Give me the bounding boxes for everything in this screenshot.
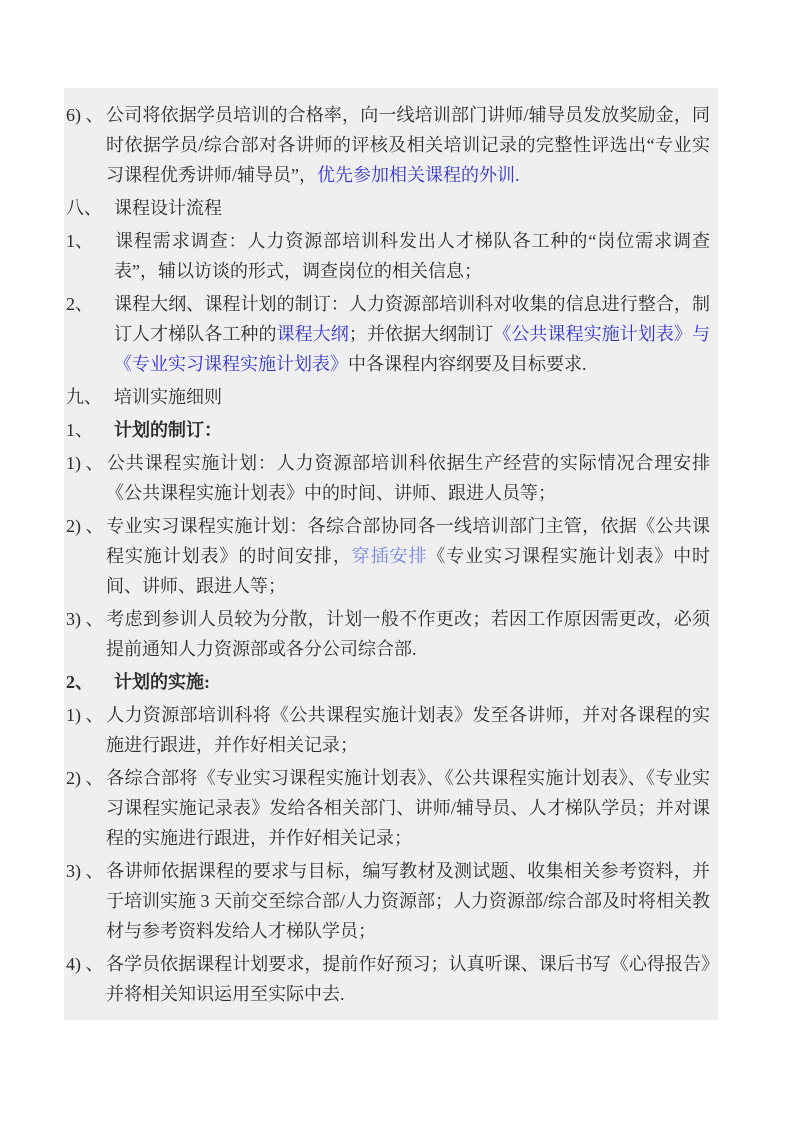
text-run: 专业实习课程实施计划：各综合部协同各一线培训部门主管，依据《公共课程实施计划表》的时间安排， — [106, 516, 710, 566]
text-run: 公共课程实施计划：人力资源部培训科依据生产经营的实际情况合理安排《公共课程实施计划表》中的时间、讲师、跟进人员等； — [106, 453, 710, 503]
list-item — [66, 604, 710, 664]
section-item — [66, 193, 710, 223]
list-item — [66, 856, 710, 946]
list-marker: 1、 — [66, 231, 93, 251]
list-marker: 2) 、 — [66, 768, 104, 788]
text-run: 各学员依据课程计划要求，提前作好预习；认真听课、课后书写《心得报告》并将相关知识运用至实际中去. — [106, 954, 710, 1004]
text-run: 培训实施细则 — [114, 387, 222, 407]
list-item — [66, 100, 710, 190]
list-marker: 九、 — [66, 387, 102, 407]
hyperlink[interactable]: 优先参加相关课程的外训. — [317, 165, 520, 185]
list-marker: 八、 — [66, 198, 102, 218]
list-item — [66, 763, 710, 853]
document-body — [64, 88, 718, 1020]
list-marker: 2、 — [66, 672, 93, 692]
section-item — [66, 415, 710, 445]
hyperlink[interactable]: 《公共课程实施计划表》与《专业实习课程实施计划表》 — [114, 324, 710, 374]
list-item — [66, 511, 710, 601]
hyperlink[interactable]: 课程大纲 — [276, 324, 349, 344]
text-run: 人力资源部培训科将《公共课程实施计划表》发至各讲师，并对各课程的实施进行跟进，并作好相关记录； — [106, 705, 710, 755]
section-item — [66, 226, 710, 286]
section-item — [66, 382, 710, 412]
list-marker: 2) 、 — [66, 516, 104, 536]
text-run: 计划的实施: — [114, 672, 210, 692]
text-run: 课程设计流程 — [114, 198, 222, 218]
list-marker: 1) 、 — [66, 705, 104, 725]
text-run: 课程大纲、课程计划的制订：人力资源部培训科对收集的信息进行整合，制订人才梯队各工种的 — [114, 294, 710, 344]
text-run: 计划的制订： — [114, 420, 222, 440]
text-run: ；并依据大纲制订 — [348, 324, 494, 344]
text-run: 考虑到参训人员较为分散，计划一般不作更改；若因工作原因需更改，必须提前通知人力资源部或各分公司综合部. — [106, 609, 710, 659]
list-item — [66, 700, 710, 760]
list-marker: 1、 — [66, 420, 93, 440]
text-run: 中各课程内容纲要及目标要求. — [348, 354, 587, 374]
list-marker: 3) 、 — [66, 861, 104, 881]
list-marker: 6) 、 — [66, 105, 104, 125]
hyperlink[interactable]: 穿插安排 — [351, 546, 428, 566]
section-item — [66, 667, 710, 697]
list-item — [66, 949, 710, 1009]
list-marker: 2、 — [66, 294, 93, 314]
list-marker: 3) 、 — [66, 609, 104, 629]
list-marker: 1) 、 — [66, 453, 104, 473]
section-item — [66, 289, 710, 379]
text-run: 各讲师依据课程的要求与目标，编写教材及测试题、收集相关参考资料，并于培训实施 3 天前交至综合部/人力资源部；人力资源部/综合部及时将相关教材与参考资料发给人才梯队学员； — [106, 861, 710, 941]
text-run: 课程需求调查：人力资源部培训科发出人才梯队各工种的“岗位需求调查表”，辅以访谈的形式，调查岗位的相关信息； — [114, 231, 710, 281]
list-item — [66, 448, 710, 508]
text-run: 各综合部将《专业实习课程实施计划表》、《公共课程实施计划表》、《专业实习课程实施记录表》发给各相关部门、讲师/辅导员、人才梯队学员；并对课程的实施进行跟进，并作好相关记录； — [106, 768, 710, 848]
text-run: 公司将依据学员培训的合格率，向一线培训部门讲师/辅导员发放奖励金，同时依据学员/综合部对各讲师的评核及相关培训记录的完整性评选出“专业实习课程优秀讲师/辅导员”， — [106, 105, 710, 185]
list-marker: 4) 、 — [66, 954, 104, 974]
text-run: 《专业实习课程实施计划表》中时间、讲师、跟进人等； — [106, 546, 711, 596]
